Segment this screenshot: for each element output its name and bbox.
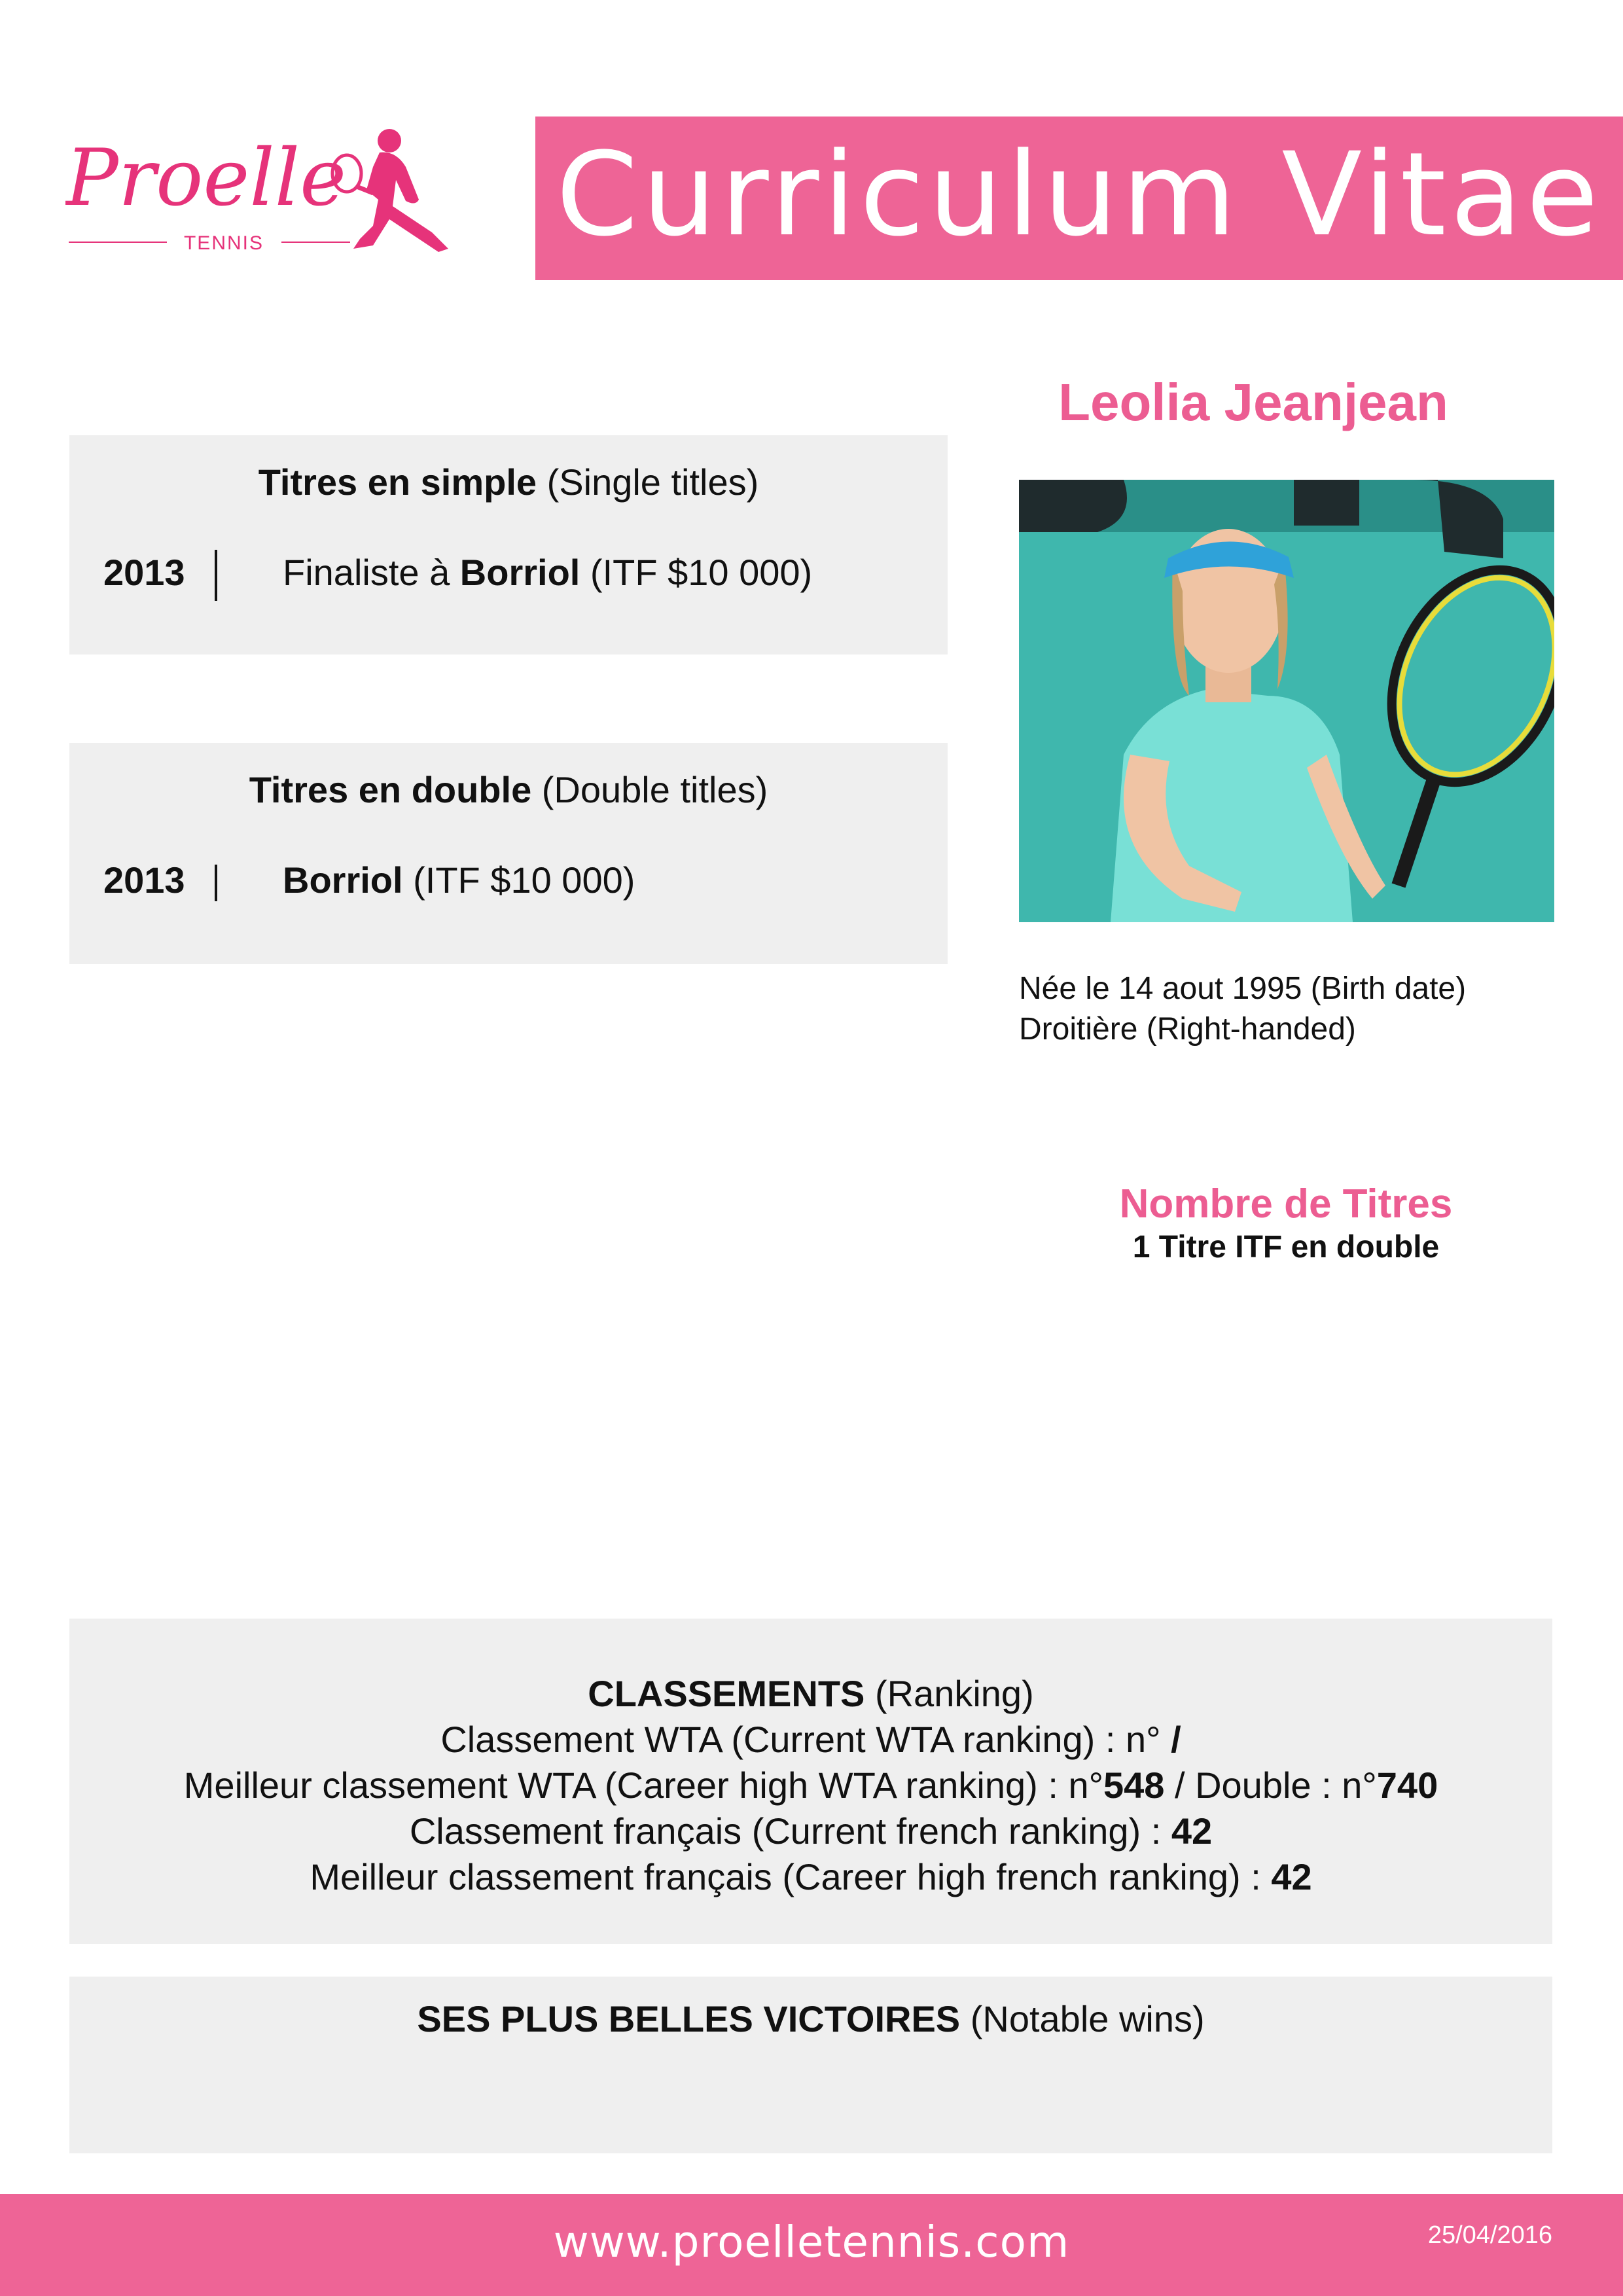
french-current-ranking: Classement français (Current french ranking) : 42: [409, 1810, 1213, 1852]
page-title: Curriculum Vitae: [556, 128, 1603, 262]
single-title-row: 2013 Finaliste à Borriol (ITF $10 000): [103, 550, 812, 601]
row-divider: [215, 550, 217, 601]
tournament-name: Borriol: [459, 552, 580, 593]
logo-graphic: [65, 128, 458, 259]
titles-count-value: 1 Titre ITF en double: [1132, 1230, 1440, 1265]
ranking-heading: CLASSEMENTS (Ranking): [588, 1673, 1034, 1714]
double-title-row: 2013 Borriol (ITF $10 000): [103, 857, 635, 903]
document-date: 25/04/2016: [1427, 2221, 1552, 2249]
single-titles-section: [69, 435, 948, 655]
wta-current-ranking: Classement WTA (Current WTA ranking) : n° /: [440, 1719, 1181, 1760]
playing-hand: Droitière (Right-handed): [1019, 1012, 1356, 1047]
ranking-section: [69, 1619, 1552, 1944]
result-year: 2013: [103, 859, 185, 901]
single-titles-heading: Titres en simple (Single titles): [258, 461, 759, 503]
logo-wordmark: Proelle: [65, 133, 347, 224]
double-titles-section: [69, 743, 948, 964]
player-name: Leolia Jeanjean: [1058, 373, 1448, 431]
header-banner: [535, 117, 1623, 280]
website-link[interactable]: www.proelletennis.com: [553, 2217, 1070, 2267]
wta-career-high-ranking: Meilleur classement WTA (Career high WTA ranking) : n°548 / Double : n°740: [183, 1765, 1438, 1806]
player-bio: [1019, 969, 1466, 1050]
player-photo: [1019, 480, 1554, 922]
notable-wins-section: [69, 1977, 1552, 2153]
notable-wins-heading: SES PLUS BELLES VICTOIRES (Notable wins): [417, 1998, 1205, 2039]
logo-subtext: TENNIS: [183, 232, 264, 254]
titles-count-heading: Nombre de Titres: [1119, 1181, 1453, 1227]
tournament-name: Borriol: [283, 859, 403, 901]
brand-logo: [65, 128, 458, 259]
footer: [0, 2194, 1623, 2296]
double-titles-heading: Titres en double (Double titles): [249, 769, 768, 810]
tennis-player-icon: [332, 129, 448, 252]
row-divider: [215, 865, 217, 901]
result-year: 2013: [103, 552, 185, 593]
french-career-high-ranking: Meilleur classement français (Career high french ranking) : 42: [310, 1856, 1312, 1897]
birth-date: Née le 14 aout 1995 (Birth date): [1019, 971, 1467, 1006]
